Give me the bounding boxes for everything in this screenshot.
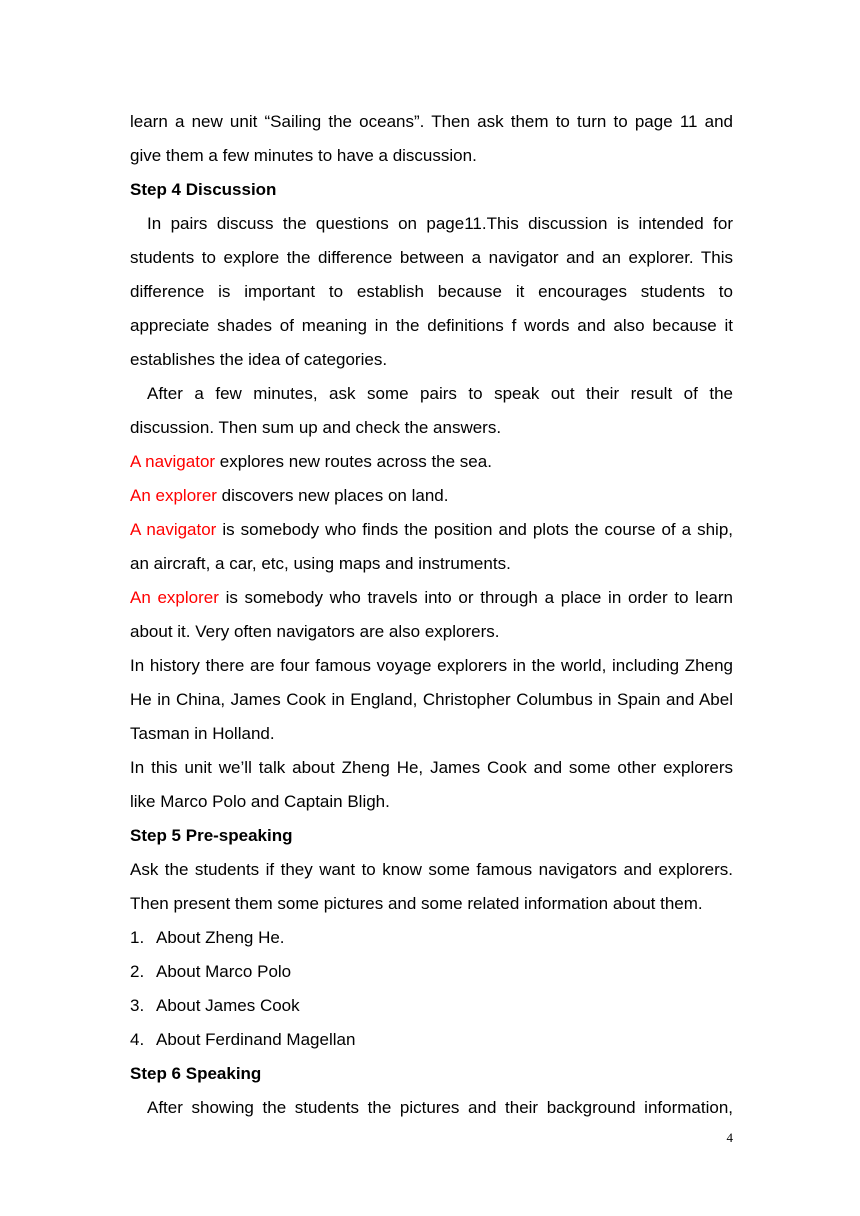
document-body: [130, 105, 733, 1125]
paragraph-line: appreciate shades of meaning in the definitions f words and also because it: [130, 316, 733, 335]
definition-text: explores new routes across the sea.: [215, 452, 492, 471]
paragraph-line: students to explore the difference between a navigator and an explorer. This: [130, 248, 733, 267]
list-number: 4.: [130, 1030, 145, 1049]
definition-term: An explorer: [130, 588, 219, 607]
paragraph-line: discussion. Then sum up and check the answers.: [130, 418, 502, 437]
paragraph-line: Then present them some pictures and some related information about them.: [130, 894, 703, 913]
list-item: [130, 989, 733, 1023]
list-number: 3.: [130, 996, 145, 1015]
paragraph-line: He in China, James Cook in England, Christopher Columbus in Spain and Abel: [130, 690, 733, 709]
definition-term: An explorer: [130, 486, 217, 505]
definition-text: is somebody who finds the position and plots the course of a ship,: [216, 520, 733, 539]
definition-term: A navigator: [130, 452, 216, 471]
definition-text: is somebody who travels into or through a place in order to learn: [218, 588, 733, 607]
page-number: 4: [726, 1130, 733, 1145]
list-item: [130, 921, 733, 955]
paragraph-line: In history there are four famous voyage explorers in the world, including Zheng: [130, 656, 733, 675]
section-heading: Step 4 Discussion: [130, 180, 277, 199]
section-heading: Step 6 Speaking: [130, 1064, 262, 1083]
list-item: [130, 955, 733, 989]
paragraph-line: about it. Very often navigators are also explorers.: [130, 622, 500, 641]
paragraph-line: After showing the students the pictures and their background information,: [147, 1098, 733, 1117]
definition-term: A navigator: [130, 520, 217, 539]
paragraph-line: learn a new unit “Sailing the oceans”. Then ask them to turn to page 11 and: [130, 112, 733, 131]
definition-line: [130, 445, 733, 479]
paragraph-line: like Marco Polo and Captain Bligh.: [130, 792, 390, 811]
section-heading: Step 5 Pre-speaking: [130, 826, 293, 845]
definition-line: [130, 581, 733, 615]
definition-text: discovers new places on land.: [216, 486, 449, 505]
paragraph-line: Ask the students if they want to know some famous navigators and explorers.: [130, 860, 733, 879]
list-text: About Marco Polo: [156, 962, 292, 981]
paragraph-line: In pairs discuss the questions on page11.This discussion is intended for: [147, 214, 733, 233]
paragraph-line: establishes the idea of categories.: [130, 350, 388, 369]
paragraph-line: difference is important to establish because it encourages students to: [130, 282, 733, 301]
definition-line: [130, 479, 733, 513]
paragraph-line: give them a few minutes to have a discussion.: [130, 146, 477, 165]
paragraph-line: Tasman in Holland.: [130, 724, 275, 743]
paragraph-line: After a few minutes, ask some pairs to speak out their result of the: [147, 384, 733, 403]
list-text: About Zheng He.: [156, 928, 285, 947]
list-number: 2.: [130, 962, 145, 981]
list-text: About Ferdinand Magellan: [156, 1030, 356, 1049]
definition-line: [130, 513, 733, 547]
list-item: [130, 1023, 733, 1057]
paragraph-line: an aircraft, a car, etc, using maps and instruments.: [130, 554, 511, 573]
list-text: About James Cook: [156, 996, 300, 1015]
list-number: 1.: [130, 928, 145, 947]
paragraph-line: In this unit we’ll talk about Zheng He, James Cook and some other explorers: [130, 758, 733, 777]
